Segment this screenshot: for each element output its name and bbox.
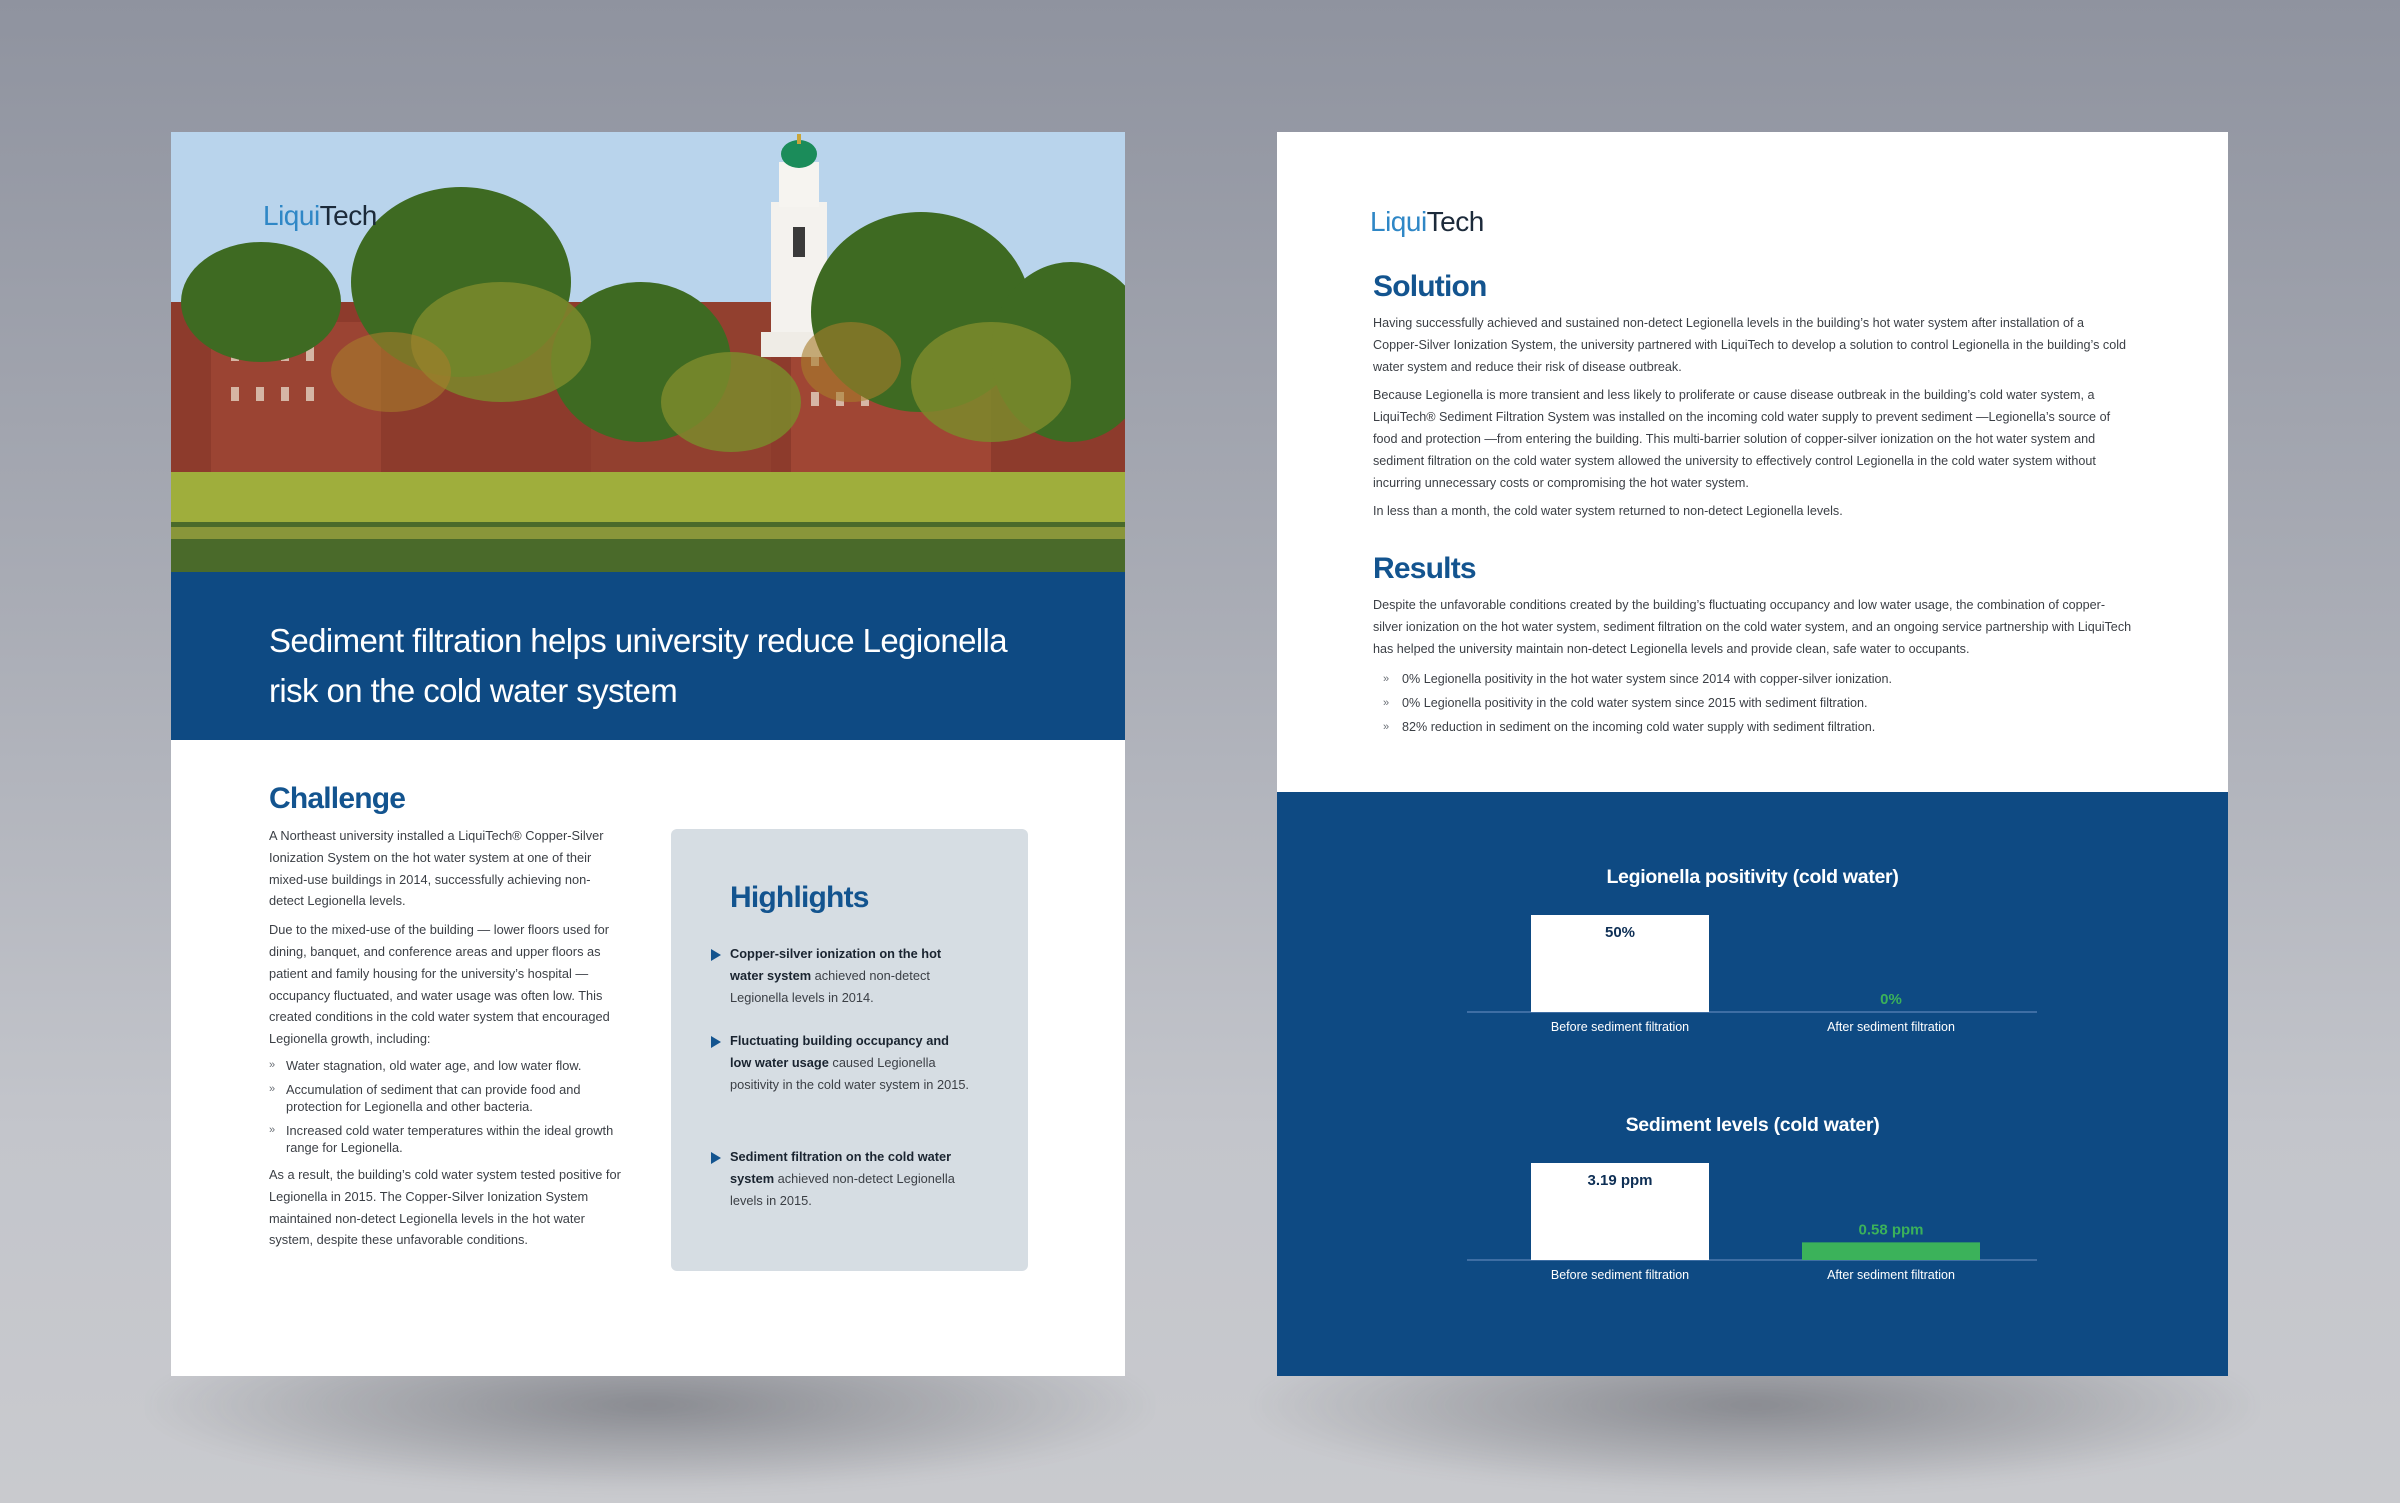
bullet-mark: » — [269, 1123, 276, 1136]
campus-photo-illustration — [171, 132, 1125, 572]
challenge-heading: Challenge — [269, 782, 406, 815]
brand-logo — [1370, 206, 1484, 238]
highlight-item-3 — [730, 1146, 970, 1211]
highlight-text: caused Legionella positivity in the cold water system in 2015. — [730, 1054, 969, 1092]
highlight-bold: Copper-silver ionization on the hot water system — [730, 946, 942, 983]
headline-line1: Sediment filtration helps university reduce Legionella — [269, 622, 1008, 659]
challenge-paragraph-3: As a result, the building’s cold water system tested positive for Legionella in 2015. The Copper-Silver Ionization System maintained non-detect Legionella levels in the hot water system, despite these unfavorable conditions. — [269, 1166, 621, 1248]
chart-category-label: After sediment filtration — [1827, 1268, 1955, 1282]
brand-logo-part2: Tech — [1426, 206, 1484, 237]
highlight-text: achieved non-detect Legionella levels in 2014. — [730, 967, 930, 1005]
chart-legionella — [1277, 792, 2228, 1052]
highlight-text: achieved non-detect Legionella levels in 2015. — [730, 1170, 955, 1208]
bullet-mark: » — [1383, 673, 1390, 686]
chart-title: Legionella positivity (cold water) — [1606, 866, 1899, 888]
bullet-text: 0% Legionella positivity in the hot water system since 2014 with copper-silver ionization. — [1402, 672, 1893, 687]
list-item — [1373, 667, 2133, 691]
left-page — [171, 132, 1125, 1376]
chart-data-label: 0.58 ppm — [1858, 1221, 1924, 1239]
challenge-body — [269, 825, 624, 1258]
bullet-text: Increased cold water temperatures within the ideal growth range for Legionella. — [286, 1122, 614, 1155]
chart-title: Sediment levels (cold water) — [1625, 1114, 1880, 1136]
brand-logo-part1: Liqui — [1370, 206, 1427, 237]
brand-logo-part2: Tech — [319, 200, 377, 231]
brand-logo — [263, 200, 377, 232]
highlight-bold: Sediment filtration on the cold water system — [730, 1149, 952, 1186]
chart-plot — [1277, 792, 2228, 1052]
solution-body — [1373, 313, 2133, 530]
highlights-heading: Highlights — [730, 881, 869, 914]
chart-category-label: Before sediment filtration — [1550, 1020, 1690, 1034]
challenge-paragraph-1: A Northeast university installed a LiquiTech® Copper-Silver Ionization System on the hot water system at one of their mixed-use buildings in 2014, successfully achieving non-detect Legionella levels. — [269, 828, 604, 909]
highlights-box — [671, 829, 1028, 1271]
chart-sediment — [1277, 1040, 2228, 1300]
chart-data-label: 50% — [1604, 924, 1636, 941]
solution-heading: Solution — [1373, 270, 1487, 303]
page-headline — [269, 616, 1029, 716]
bullet-mark: » — [269, 1058, 276, 1071]
list-item — [1373, 691, 2133, 715]
triangle-bullet-icon — [711, 1036, 721, 1048]
solution-paragraph-2: Because Legionella is more transient and less likely to proliferate or cause disease outbreak in the building’s cold water system, a LiquiTech® Sediment Filtration System was installed on the incoming cold water supply to prevent sediment —Legionella’s source of food and protection —from entering the building. This multi-barrier solution of copper-silver ionization on the hot water system and sediment filtration on the cold water system allowed the university to effectively control Legionella in the cold water system without incurring unnecessary costs or compromising the hot water system. — [1373, 388, 2111, 490]
brand-logo-part1: Liqui — [263, 200, 320, 231]
list-item — [269, 1122, 624, 1156]
right-page — [1277, 132, 2228, 1376]
list-item — [1373, 715, 2133, 739]
chart-category-label: Before sediment filtration — [1550, 1268, 1690, 1282]
bullet-text: Water stagnation, old water age, and low water flow. — [286, 1057, 582, 1073]
chart-bar — [1802, 1242, 1980, 1260]
solution-paragraph-3: In less than a month, the cold water system returned to non-detect Legionella levels. — [1373, 504, 1843, 519]
bullet-mark: » — [1383, 721, 1390, 734]
triangle-bullet-icon — [711, 949, 721, 961]
challenge-bullet-list — [269, 1057, 624, 1156]
highlight-item-2 — [730, 1030, 970, 1095]
chart-plot — [1277, 1040, 2228, 1300]
results-heading: Results — [1373, 552, 1476, 585]
highlight-item-1 — [730, 943, 970, 1008]
charts-panel — [1277, 792, 2228, 1376]
chart-data-label: 0% — [1880, 991, 1902, 1008]
results-paragraph-1: Despite the unfavorable conditions created by the building’s fluctuating occupancy and low water usage, the combination of copper-silver ionization on the hot water system, sediment filtration on the cold water system, and an ongoing service partnership with LiquiTech has helped the university maintain non-detect Legionella levels and provide clean, safe water to occupants. — [1373, 598, 2132, 656]
headline-band — [171, 572, 1125, 740]
challenge-paragraph-2: Due to the mixed-use of the building — lower floors used for dining, banquet, and conference areas and upper floors as patient and family housing for the university’s hospital — occupancy fluctuated, and water usage was often low. This created conditions in the cold water system that encouraged Legionella growth, including: — [269, 922, 610, 1047]
bullet-mark: » — [1383, 697, 1390, 710]
highlight-bold: Fluctuating building occupancy and low water usage — [730, 1033, 949, 1070]
bullet-mark: » — [269, 1082, 276, 1095]
bullet-text: 0% Legionella positivity in the cold water system since 2015 with sediment filtration. — [1402, 696, 1868, 711]
chart-category-label: After sediment filtration — [1827, 1020, 1955, 1034]
bullet-text: Accumulation of sediment that can provide food and protection for Legionella and other bacteria. — [286, 1081, 581, 1114]
solution-paragraph-1: Having successfully achieved and sustained non-detect Legionella levels in the building’s hot water system after installation of a Copper-Silver Ionization System, the university partnered with LiquiTech to develop a solution to control Legionella in the building’s cold water system and reduce their risk of disease outbreak. — [1373, 316, 2127, 374]
campus-photo — [171, 132, 1125, 572]
bullet-text: 82% reduction in sediment on the incoming cold water supply with sediment filtration. — [1402, 720, 1876, 735]
headline-line2: risk on the cold water system — [269, 672, 678, 709]
triangle-bullet-icon — [711, 1152, 721, 1164]
results-body — [1373, 595, 2133, 739]
list-item — [269, 1057, 624, 1074]
chart-data-label: 3.19 ppm — [1587, 1172, 1653, 1189]
results-bullet-list — [1373, 667, 2133, 739]
list-item — [269, 1081, 624, 1115]
